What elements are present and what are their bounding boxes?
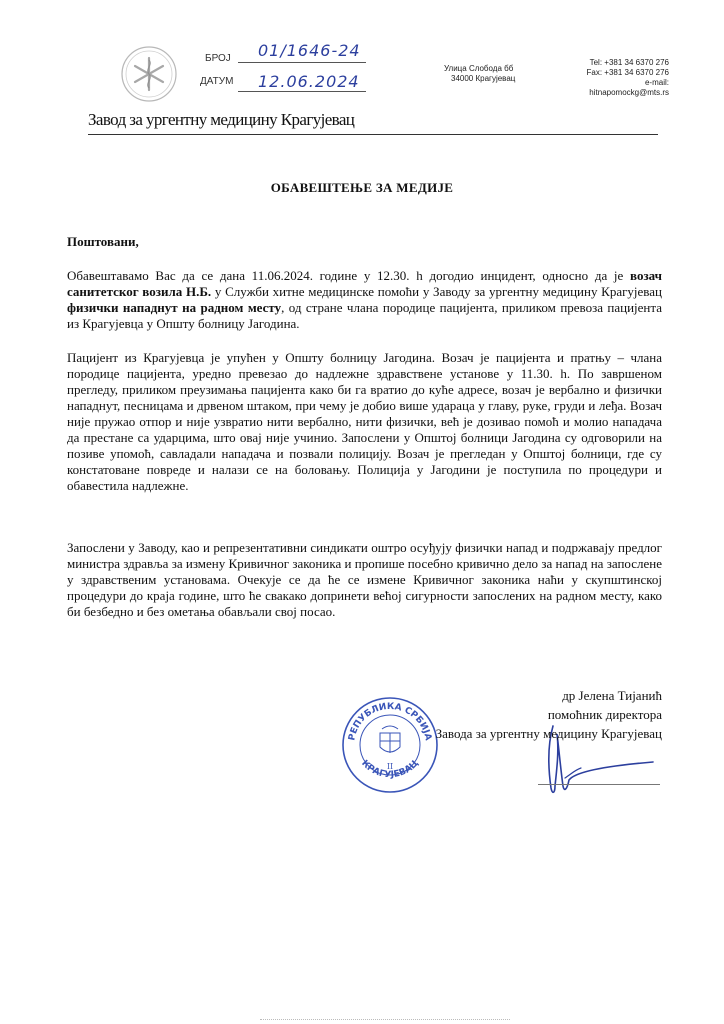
contact-fax: Fax: +381 34 6370 276 xyxy=(586,68,669,77)
greeting: Поштовани, xyxy=(67,234,139,249)
official-stamp xyxy=(340,695,440,795)
contact-tel: Tel: +381 34 6370 276 xyxy=(589,58,669,67)
stamp-top-text: РЕПУБЛИКА СРБИЈА xyxy=(347,701,433,742)
contact-email: hitnapomockg@mts.rs xyxy=(589,88,669,97)
paragraph-1: Обавештавамо Вас да се дана 11.06.2024. године у 12.30. h догодио инцидент, односно да је возач санитетског возила Н.Б. у Служби хитне медицинске помоћи у Заводу за ургентну медицину Крагујевац физички нападнут на радном месту, од стране члана породице пацијента, приликом превоза пацијента из Крагујевца у Општу болницу Јагодина. xyxy=(67,268,663,331)
address-city: 34000 Крагујевац xyxy=(451,74,516,83)
signatory-role: помоћник директора xyxy=(547,707,662,722)
signatory-name: др Јелена Тијанић xyxy=(562,688,662,703)
date-value: 12.06.2024 xyxy=(258,72,360,91)
number-label: БРОЈ xyxy=(205,53,231,64)
signatory-institution: Завода за ургентну медицину Крагујевац xyxy=(435,726,662,741)
footer-rule xyxy=(260,1019,510,1020)
stamp-bottom-text: КРАГУЈЕВАЦ xyxy=(359,758,421,781)
date-label: ДАТУМ xyxy=(200,76,234,87)
signature-line xyxy=(538,784,660,785)
address-street: Улица Слобода бб xyxy=(444,64,514,73)
bold-driver: возач санитетског возила Н.Б. xyxy=(67,268,662,299)
paragraph-3: Запослени у Заводу, као и репрезентативни синдикати оштро осуђују физички напад и подржавају предлог министра здравља за измену Кривичног законика и пропише посебно кривично дело за напад на запослене у здравственим установама. Очекује се да ће се измене Кривичног законика наћи у скупштинској процедури до краја године, што ће свакако допринети већој сигурности запослених на радном месту, како би безбедно и без ометања обављали свој посао. xyxy=(67,540,662,619)
stamp-number: II xyxy=(386,762,394,771)
institution-logo xyxy=(120,45,178,103)
institution-name: Завод за ургентну медицину Крагујевац xyxy=(88,110,355,129)
number-underline xyxy=(238,62,366,63)
bold-attacked: физички нападнут на радном месту xyxy=(67,300,282,315)
header-rule xyxy=(88,134,658,135)
document-title: ОБАВЕШТЕЊЕ ЗА МЕДИЈЕ xyxy=(270,180,454,195)
number-value: 01/1646-24 xyxy=(258,41,361,60)
contact-email-label: e-mail: xyxy=(644,78,669,87)
paragraph-2: Пацијент из Крагујевца је упућен у Општу болницу Јагодина. Возач је пацијента и пратњу – члана породице пацијента, уредно превезао до надлежне здравствене установе у 11.30. h. По завршеном прегледу, приликом преузимања пацијента како би га вратио до куће адресе, возач је вербално и физички нападнут, песницама и дрвеном штаком, при чему је добио више ударaца у главу, руке, груди и леђа. Возач није пружао отпор и није узвратио нити вербално, нити физички, већ је дозивао помоћ и молио нападача да престане са ударцима, што овај није учинио. Запослени у Општој болници Јагодина су одговорили на позиве упомоћ, савладали нападача и позвали полицију. Возач је прегледан у Општој болници, где су констатоване повреде и налази се на боловању. Полиција у Јагодини је поступила по процедури и обавестила надлежне. xyxy=(67,350,662,493)
date-underline xyxy=(238,91,366,92)
